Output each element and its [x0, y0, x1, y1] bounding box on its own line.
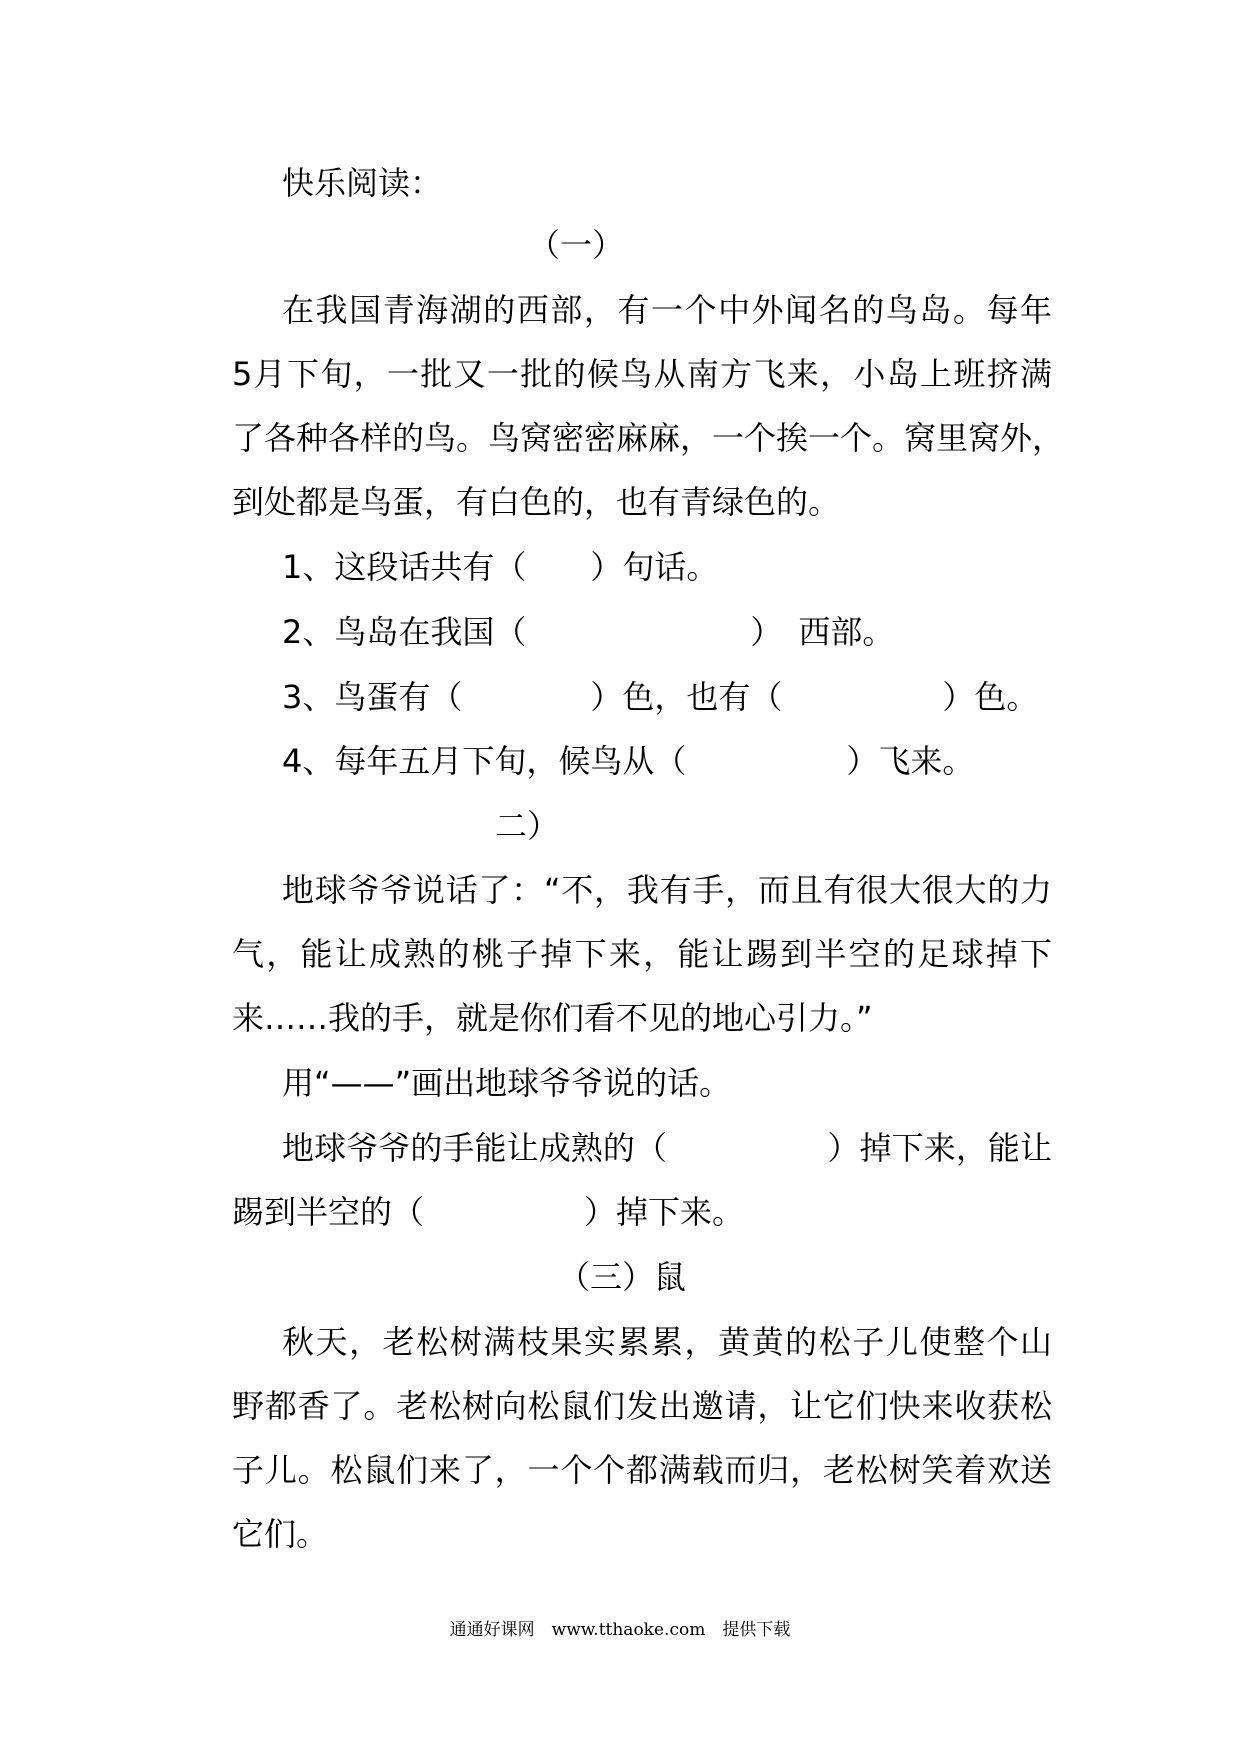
section-1-paragraph-line-3: 了各种各样的鸟。鸟窝密密麻麻，一个挨一个。窝里窝外，: [232, 419, 1065, 457]
section-2-paragraph-line-3: 来……我的手，就是你们看不见的地心引力。”: [232, 999, 873, 1037]
page-footer: 通通好课网 www.tthaoke.com 提供下载: [449, 1620, 791, 1640]
section-1-paragraph-line-2: 5月下旬，一批又一批的候鸟从南方飞来，小岛上班挤满: [232, 355, 1052, 393]
section-2-title: 二）: [495, 807, 560, 845]
section-3-paragraph-line-4: 它们。: [232, 1515, 329, 1553]
question-2: 2、鸟岛在我国（ ） 西部。: [282, 613, 895, 651]
section-2-paragraph-line-2: 气，能让成熟的桃子掉下来，能让踢到半空的足球掉下: [232, 935, 1052, 973]
section-3-paragraph-line-2: 野都香了。老松树向松鼠们发出邀请，让它们快来收获松: [232, 1387, 1052, 1425]
section-2-fill-line-2: 踢到半空的（ ）掉下来。: [232, 1193, 745, 1231]
section-2-task: 用“——”画出地球爷爷说的话。: [282, 1064, 732, 1102]
question-1: 1、这段话共有（ ）句话。: [282, 548, 719, 586]
section-2-paragraph-line-1: 地球爷爷说话了：“不，我有手，而且有很大很大的力: [282, 871, 1052, 909]
section-3-paragraph-line-1: 秋天，老松树满枝果实累累，黄黄的松子儿使整个山: [282, 1323, 1052, 1361]
section-1-paragraph-line-4: 到处都是鸟蛋，有白色的，也有青绿色的。: [232, 483, 841, 521]
page-heading: 快乐阅读：: [282, 164, 443, 202]
section-3-paragraph-line-3: 子儿。松鼠们来了，一个个都满载而归，老松树笑着欢送: [232, 1451, 1052, 1489]
section-2-fill-line-1: 地球爷爷的手能让成熟的（ ）掉下来，能让: [282, 1129, 1052, 1167]
question-4: 4、每年五月下旬，候鸟从（ ）飞来。: [282, 742, 975, 780]
section-1-paragraph-line-1: 在我国青海湖的西部，有一个中外闻名的鸟岛。每年: [282, 291, 1052, 329]
section-3-title: （三）鼠: [558, 1258, 687, 1296]
question-3: 3、鸟蛋有（ ）色，也有（ ）色。: [282, 678, 1039, 716]
section-1-title: （一）: [528, 226, 625, 264]
